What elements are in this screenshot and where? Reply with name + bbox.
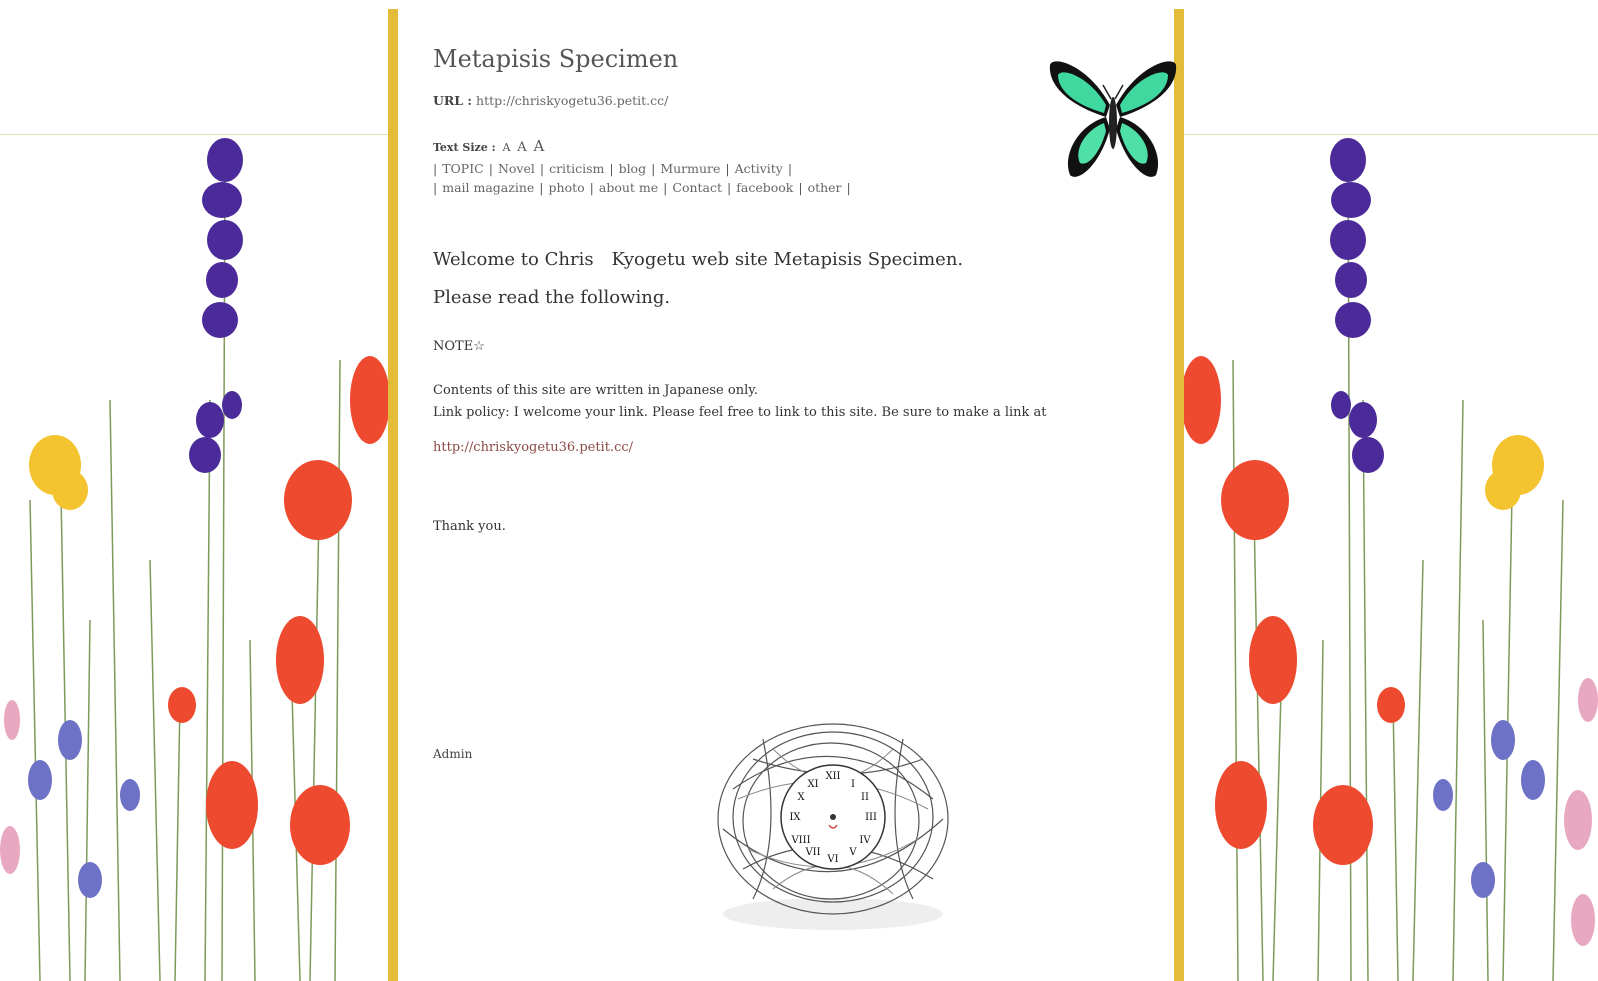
nav-separator: | — [727, 180, 732, 195]
site-title: Metapisis Specimen — [433, 45, 679, 73]
text-size-medium-button[interactable]: A — [517, 140, 527, 155]
nav-link-topic[interactable]: TOPIC — [442, 161, 484, 176]
text-size-large-button[interactable]: A — [533, 137, 545, 155]
nav-link-activity[interactable]: Activity — [734, 161, 783, 176]
nav-separator: | — [798, 180, 803, 195]
nav-link-other[interactable]: other — [807, 180, 842, 195]
nav-separator: | — [609, 161, 614, 176]
site-link[interactable]: http://chriskyogetu36.petit.cc/ — [433, 440, 634, 455]
svg-text:II: II — [861, 792, 869, 803]
svg-text:VII: VII — [805, 847, 821, 858]
text-size-control — [433, 137, 544, 155]
svg-text:IV: IV — [859, 835, 871, 846]
flowers-right-icon — [1183, 0, 1598, 981]
nav-separator: | — [539, 180, 544, 195]
site-url — [433, 93, 668, 108]
text-size-label: Text Size : — [433, 141, 496, 154]
nav-separator: | — [725, 161, 730, 176]
welcome-heading: Welcome to Chris Kyogetu web site Metapisis Specimen. — [433, 249, 964, 270]
svg-text:III: III — [865, 812, 877, 823]
language-notice: Contents of this site are written in Japanese only. — [433, 383, 758, 398]
nav-link-facebook[interactable]: facebook — [736, 180, 794, 195]
nav-row-1 — [433, 161, 797, 176]
left-floral-background — [0, 0, 388, 981]
nav-link-blog[interactable]: blog — [618, 161, 647, 176]
nav-link-novel[interactable]: Novel — [497, 161, 535, 176]
please-read-heading: Please read the following. — [433, 287, 671, 308]
butterfly-icon — [1048, 55, 1178, 187]
nav-link-criticism[interactable]: criticism — [549, 161, 605, 176]
nav-link-photo[interactable]: photo — [548, 180, 585, 195]
nav-link-mail-magazine[interactable]: mail magazine — [442, 180, 535, 195]
svg-text:VI: VI — [827, 854, 839, 865]
flowers-left-icon — [0, 0, 388, 981]
link-policy-text: Link policy: I welcome your link. Please feel free to link to this site. Be sure to make a link at — [433, 405, 1047, 420]
svg-text:XI: XI — [807, 779, 819, 790]
svg-text:XII: XII — [825, 771, 841, 782]
thank-you-text: Thank you. — [433, 519, 506, 534]
nav-row-2 — [433, 180, 856, 195]
note-label: NOTE☆ — [433, 339, 485, 354]
text-size-small-button[interactable]: A — [502, 141, 511, 154]
nav-link-contact[interactable]: Contact — [672, 180, 723, 195]
nav-separator: | — [433, 161, 438, 176]
nav-separator: | — [589, 180, 594, 195]
svg-text:X: X — [797, 792, 805, 803]
nav-separator: | — [651, 161, 656, 176]
left-gold-rail — [388, 9, 398, 981]
nav-separator: | — [787, 161, 793, 176]
admin-signature: Admin — [433, 747, 473, 761]
url-value: http://chriskyogetu36.petit.cc/ — [476, 93, 669, 108]
url-label: URL : — [433, 93, 473, 108]
main-content — [398, 9, 1174, 981]
right-floral-background — [1183, 0, 1598, 981]
nav-link-about-me[interactable]: about me — [598, 180, 659, 195]
nav-separator: | — [488, 161, 493, 176]
nav-separator: | — [663, 180, 668, 195]
nav-separator: | — [846, 180, 851, 195]
nav-link-murmure[interactable]: Murmure — [660, 161, 721, 176]
svg-text:V: V — [849, 847, 857, 858]
nav-separator: | — [433, 180, 438, 195]
nav-separator: | — [539, 161, 545, 176]
svg-text:I: I — [851, 779, 855, 790]
svg-text:IX: IX — [789, 812, 801, 823]
svg-text:VIII: VIII — [791, 835, 811, 846]
clock-nest-icon — [693, 699, 973, 939]
